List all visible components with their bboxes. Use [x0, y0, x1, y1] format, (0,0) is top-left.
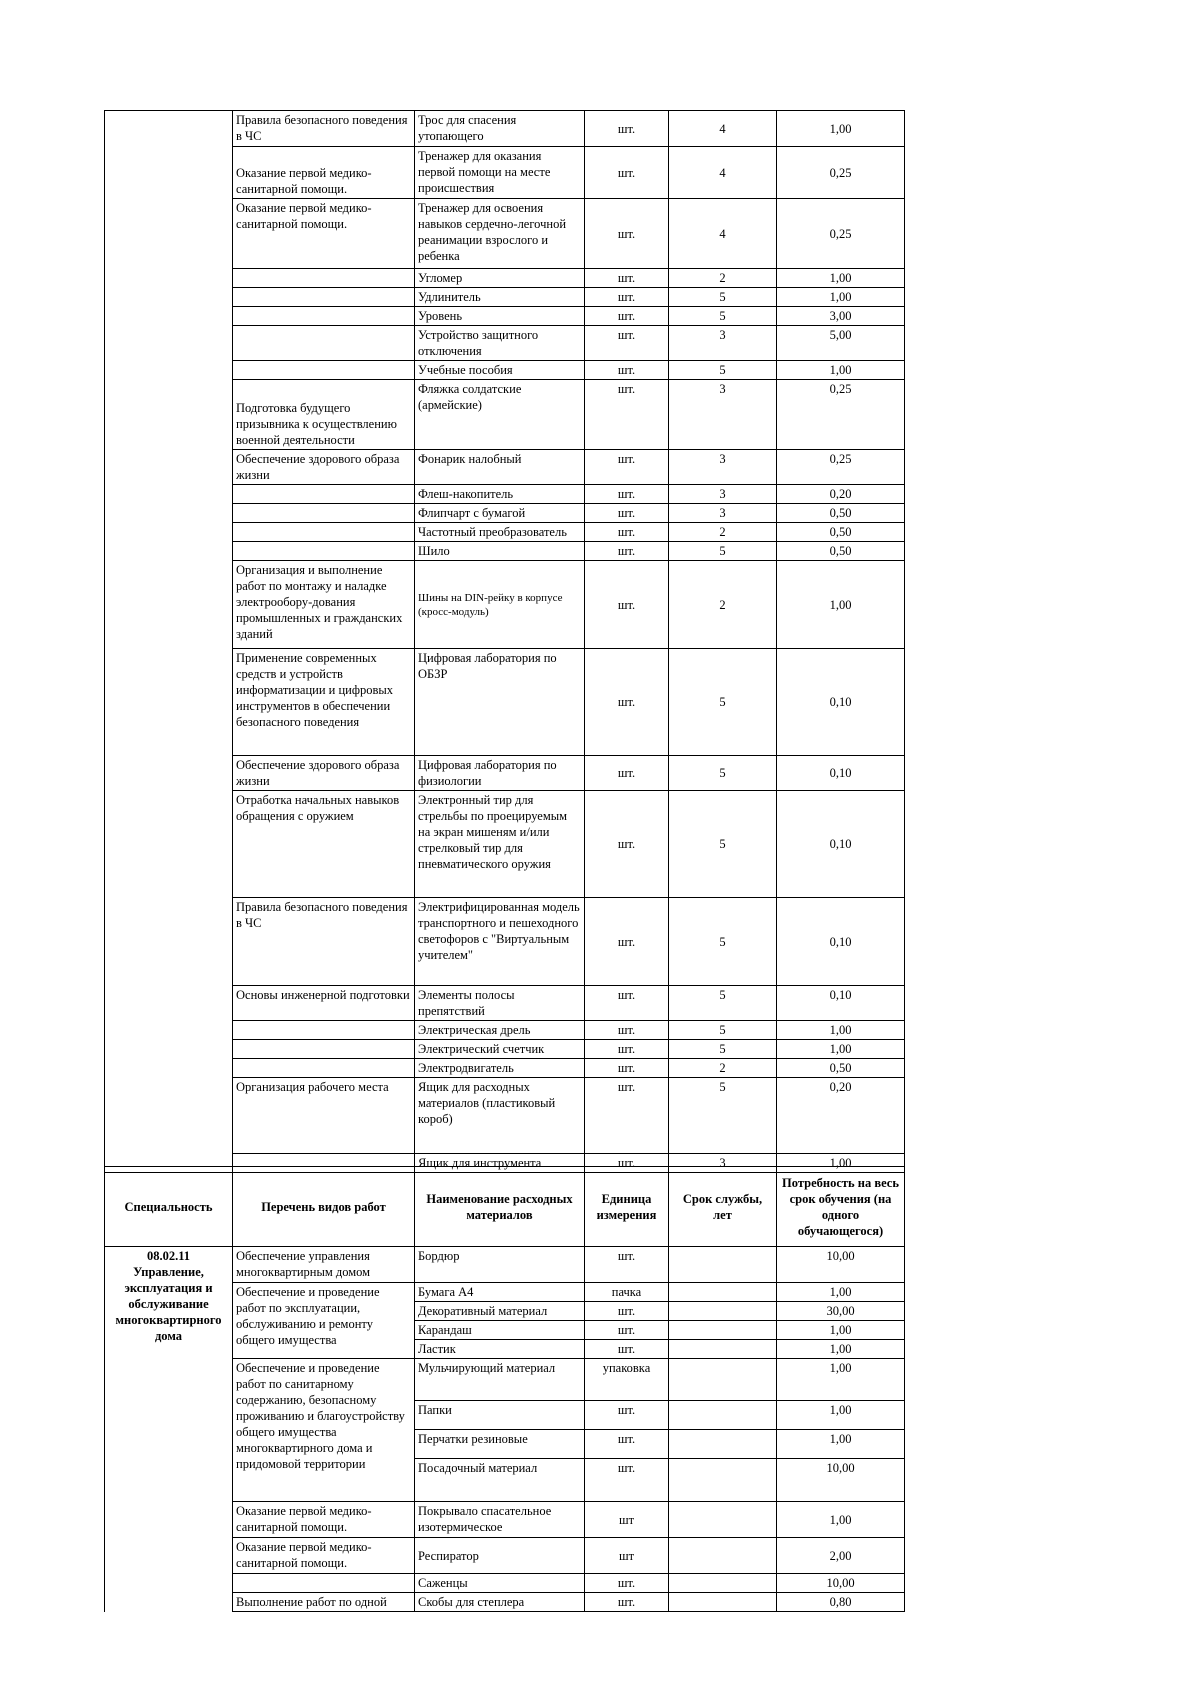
work-cell: Обеспечение и проведение работ по эксплуатации, обслуживанию и ремонту общего имущества	[233, 1283, 415, 1359]
unit-cell: шт.	[585, 1401, 669, 1430]
unit-cell: шт.	[585, 199, 669, 269]
material-cell: Трос для спасения утопающего	[415, 111, 585, 147]
unit-cell: шт.	[585, 791, 669, 898]
work-cell	[233, 523, 415, 542]
material-cell: Электрическая дрель	[415, 1021, 585, 1040]
material-cell: Ящик для инструмента	[415, 1154, 585, 1173]
unit-cell: шт.	[585, 147, 669, 199]
material-cell: Частотный преобразователь	[415, 523, 585, 542]
life-cell: 3	[669, 450, 777, 485]
need-cell: 0,25	[777, 147, 905, 199]
work-cell	[233, 1021, 415, 1040]
unit-cell: шт.	[585, 1574, 669, 1593]
material-cell: Уровень	[415, 307, 585, 326]
work-cell: Правила безопасного поведения в ЧС	[233, 898, 415, 986]
material-cell: Тренажер для освоения навыков сердечно-легочной реанимации взрослого и ребенка	[415, 199, 585, 269]
material-cell: Посадочный материал	[415, 1459, 585, 1502]
material-cell: Тренажер для оказания первой помощи на месте происшествия	[415, 147, 585, 199]
life-cell	[669, 1283, 777, 1302]
material-cell: Покрывало спасательное изотермическое	[415, 1502, 585, 1538]
need-cell: 10,00	[777, 1459, 905, 1502]
material-cell: Бумага А4	[415, 1283, 585, 1302]
life-cell	[669, 1401, 777, 1430]
material-cell: Мульчирующий материал	[415, 1359, 585, 1401]
work-cell	[233, 504, 415, 523]
need-cell: 10,00	[777, 1574, 905, 1593]
unit-cell: шт.	[585, 1021, 669, 1040]
life-cell: 4	[669, 111, 777, 147]
unit-cell: шт.	[585, 1078, 669, 1154]
work-cell	[233, 1040, 415, 1059]
unit-cell: шт	[585, 1538, 669, 1574]
header-need: Потребность на весь срок обучения (на одного обучающегося)	[777, 1167, 905, 1247]
work-cell	[233, 485, 415, 504]
need-cell: 1,00	[777, 1430, 905, 1459]
need-cell: 2,00	[777, 1538, 905, 1574]
life-cell: 2	[669, 523, 777, 542]
table-header-row	[105, 1167, 905, 1247]
material-cell: Шины на DIN-рейку в корпусе (кросс-модуль)	[415, 561, 585, 649]
need-cell: 0,50	[777, 523, 905, 542]
life-cell: 5	[669, 361, 777, 380]
need-cell: 0,10	[777, 791, 905, 898]
unit-cell: шт.	[585, 307, 669, 326]
life-cell	[669, 1459, 777, 1502]
material-cell: Угломер	[415, 269, 585, 288]
life-cell: 5	[669, 288, 777, 307]
need-cell: 1,00	[777, 1401, 905, 1430]
life-cell: 5	[669, 986, 777, 1021]
unit-cell: шт.	[585, 1059, 669, 1078]
need-cell: 0,25	[777, 199, 905, 269]
life-cell: 5	[669, 756, 777, 791]
need-cell: 10,00	[777, 1247, 905, 1283]
work-cell	[233, 361, 415, 380]
need-cell: 0,50	[777, 542, 905, 561]
header-service-life: Срок службы, лет	[669, 1167, 777, 1247]
life-cell	[669, 1359, 777, 1401]
unit-cell: шт.	[585, 111, 669, 147]
material-cell: Ластик	[415, 1340, 585, 1359]
unit-cell: шт.	[585, 756, 669, 791]
need-cell: 1,00	[777, 288, 905, 307]
life-cell: 5	[669, 898, 777, 986]
life-cell	[669, 1502, 777, 1538]
work-cell: Оказание первой медико-санитарной помощи.	[233, 1502, 415, 1538]
need-cell: 1,00	[777, 1359, 905, 1401]
unit-cell: шт.	[585, 1247, 669, 1283]
unit-cell: упаковка	[585, 1359, 669, 1401]
work-cell: Оказание первой медико-санитарной помощи.	[233, 1538, 415, 1574]
unit-cell: шт.	[585, 504, 669, 523]
need-cell: 0,50	[777, 1059, 905, 1078]
work-cell: Обеспечение и проведение работ по санитарному содержанию, безопасному проживанию и благоустройству общего имущества многоквартирного дома и придомовой территории	[233, 1359, 415, 1502]
need-cell: 3,00	[777, 307, 905, 326]
life-cell: 2	[669, 269, 777, 288]
need-cell: 0,50	[777, 504, 905, 523]
material-cell: Флеш-накопитель	[415, 485, 585, 504]
unit-cell: шт.	[585, 649, 669, 756]
need-cell: 30,00	[777, 1302, 905, 1321]
work-cell: Оказание первой медико-санитарной помощи.	[233, 199, 415, 269]
life-cell: 5	[669, 1021, 777, 1040]
material-cell: Цифровая лаборатория по ОБЗР	[415, 649, 585, 756]
unit-cell: шт.	[585, 1459, 669, 1502]
work-cell: Организация рабочего места	[233, 1078, 415, 1154]
unit-cell: шт.	[585, 1040, 669, 1059]
material-cell: Элементы полосы препятствий	[415, 986, 585, 1021]
header-unit: Единица измерения	[585, 1167, 669, 1247]
life-cell: 2	[669, 561, 777, 649]
life-cell: 3	[669, 504, 777, 523]
material-cell: Декоративный материал	[415, 1302, 585, 1321]
material-cell: Респиратор	[415, 1538, 585, 1574]
unit-cell: шт.	[585, 361, 669, 380]
unit-cell: шт.	[585, 380, 669, 450]
unit-cell: шт.	[585, 288, 669, 307]
life-cell: 3	[669, 326, 777, 361]
unit-cell: шт.	[585, 485, 669, 504]
unit-cell: шт.	[585, 542, 669, 561]
life-cell	[669, 1574, 777, 1593]
material-cell: Перчатки резиновые	[415, 1430, 585, 1459]
life-cell: 5	[669, 649, 777, 756]
work-cell: Организация и выполнение работ по монтажу и наладке электрообору-дования промышленных и гражданских зданий	[233, 561, 415, 649]
life-cell: 3	[669, 485, 777, 504]
work-cell: Обеспечение управления многоквартирным домом	[233, 1247, 415, 1283]
header-specialty: Специальность	[105, 1167, 233, 1247]
unit-cell: пачка	[585, 1283, 669, 1302]
need-cell: 1,00	[777, 111, 905, 147]
need-cell: 1,00	[777, 1040, 905, 1059]
need-cell: 1,00	[777, 1502, 905, 1538]
material-cell: Саженцы	[415, 1574, 585, 1593]
work-cell: Оказание первой медико-санитарной помощи.	[233, 147, 415, 199]
unit-cell: шт.	[585, 898, 669, 986]
unit-cell: шт.	[585, 1302, 669, 1321]
work-cell: Обеспечение здорового образа жизни	[233, 756, 415, 791]
material-cell: Цифровая лаборатория по физиологии	[415, 756, 585, 791]
material-cell: Электронный тир для стрельбы по проецируемым на экран мишеням и/или стрелковый тир для пневматического оружия	[415, 791, 585, 898]
work-cell: Основы инженерной подготовки	[233, 986, 415, 1021]
need-cell: 5,00	[777, 326, 905, 361]
material-cell: Шило	[415, 542, 585, 561]
life-cell	[669, 1538, 777, 1574]
material-cell: Удлинитель	[415, 288, 585, 307]
material-cell: Фонарик налобный	[415, 450, 585, 485]
unit-cell: шт.	[585, 450, 669, 485]
material-cell: Фляжка солдатские (армейские)	[415, 380, 585, 450]
need-cell: 0,20	[777, 1078, 905, 1154]
work-cell: Подготовка будущего призывника к осуществлению военной деятельности	[233, 380, 415, 450]
life-cell	[669, 1247, 777, 1283]
work-cell: Выполнение работ по одной	[233, 1593, 415, 1612]
need-cell: 1,00	[777, 1021, 905, 1040]
unit-cell: шт	[585, 1502, 669, 1538]
need-cell: 0,10	[777, 649, 905, 756]
need-cell: 1,00	[777, 1154, 905, 1173]
material-cell: Учебные пособия	[415, 361, 585, 380]
unit-cell: шт.	[585, 1593, 669, 1612]
life-cell	[669, 1302, 777, 1321]
unit-cell: шт.	[585, 1321, 669, 1340]
table-row	[105, 1247, 905, 1283]
need-cell: 0,10	[777, 756, 905, 791]
work-cell	[233, 1574, 415, 1593]
work-cell	[233, 1059, 415, 1078]
life-cell: 5	[669, 1078, 777, 1154]
materials-table-specialty	[104, 1166, 905, 1612]
life-cell: 3	[669, 1154, 777, 1173]
specialty-name: Управление, эксплуатация и обслуживание многоквартирного дома	[115, 1265, 222, 1343]
need-cell: 1,00	[777, 361, 905, 380]
life-cell: 5	[669, 307, 777, 326]
unit-cell: шт.	[585, 269, 669, 288]
header-works: Перечень видов работ	[233, 1167, 415, 1247]
need-cell: 1,00	[777, 269, 905, 288]
materials-table-continuation	[104, 110, 905, 1173]
life-cell: 4	[669, 199, 777, 269]
life-cell: 5	[669, 542, 777, 561]
material-cell: Ящик для расходных материалов (пластиковый короб)	[415, 1078, 585, 1154]
unit-cell: шт.	[585, 561, 669, 649]
unit-cell: шт.	[585, 1430, 669, 1459]
need-cell: 1,00	[777, 1283, 905, 1302]
life-cell: 2	[669, 1059, 777, 1078]
life-cell	[669, 1593, 777, 1612]
material-cell: Бордюр	[415, 1247, 585, 1283]
unit-cell: шт.	[585, 986, 669, 1021]
work-cell	[233, 542, 415, 561]
need-cell: 0,10	[777, 986, 905, 1021]
work-cell: Правила безопасного поведения в ЧС	[233, 111, 415, 147]
unit-cell: шт.	[585, 1340, 669, 1359]
unit-cell: шт.	[585, 1154, 669, 1173]
need-cell: 0,10	[777, 898, 905, 986]
specialty-code: 08.02.11	[146, 1249, 191, 1263]
need-cell: 0,25	[777, 450, 905, 485]
work-cell	[233, 326, 415, 361]
need-cell: 0,25	[777, 380, 905, 450]
work-cell	[233, 307, 415, 326]
work-cell: Применение современных средств и устройств информатизации и цифровых инструментов в обеспечении безопасного поведения	[233, 649, 415, 756]
life-cell: 5	[669, 1040, 777, 1059]
life-cell	[669, 1430, 777, 1459]
work-cell: Обеспечение здорового образа жизни	[233, 450, 415, 485]
material-cell: Электрический счетчик	[415, 1040, 585, 1059]
material-cell: Папки	[415, 1401, 585, 1430]
work-cell: Отработка начальных навыков обращения с оружием	[233, 791, 415, 898]
life-cell: 5	[669, 791, 777, 898]
life-cell	[669, 1321, 777, 1340]
header-material: Наименование расходных материалов	[415, 1167, 585, 1247]
life-cell: 3	[669, 380, 777, 450]
need-cell: 1,00	[777, 1340, 905, 1359]
need-cell: 0,20	[777, 485, 905, 504]
work-cell	[233, 288, 415, 307]
material-cell: Скобы для степлера	[415, 1593, 585, 1612]
specialty-cell-empty	[105, 111, 233, 1173]
need-cell: 0,80	[777, 1593, 905, 1612]
material-cell: Устройство защитного отключения	[415, 326, 585, 361]
specialty-cell	[105, 1247, 233, 1612]
need-cell: 1,00	[777, 1321, 905, 1340]
unit-cell: шт.	[585, 326, 669, 361]
life-cell: 4	[669, 147, 777, 199]
life-cell	[669, 1340, 777, 1359]
table-row	[105, 111, 905, 147]
unit-cell: шт.	[585, 523, 669, 542]
material-cell: Электрифицированная модель транспортного и пешеходного светофоров с "Виртуальным учителем"	[415, 898, 585, 986]
work-cell	[233, 269, 415, 288]
need-cell: 1,00	[777, 561, 905, 649]
material-cell: Флипчарт с бумагой	[415, 504, 585, 523]
material-cell: Карандаш	[415, 1321, 585, 1340]
material-cell: Электродвигатель	[415, 1059, 585, 1078]
